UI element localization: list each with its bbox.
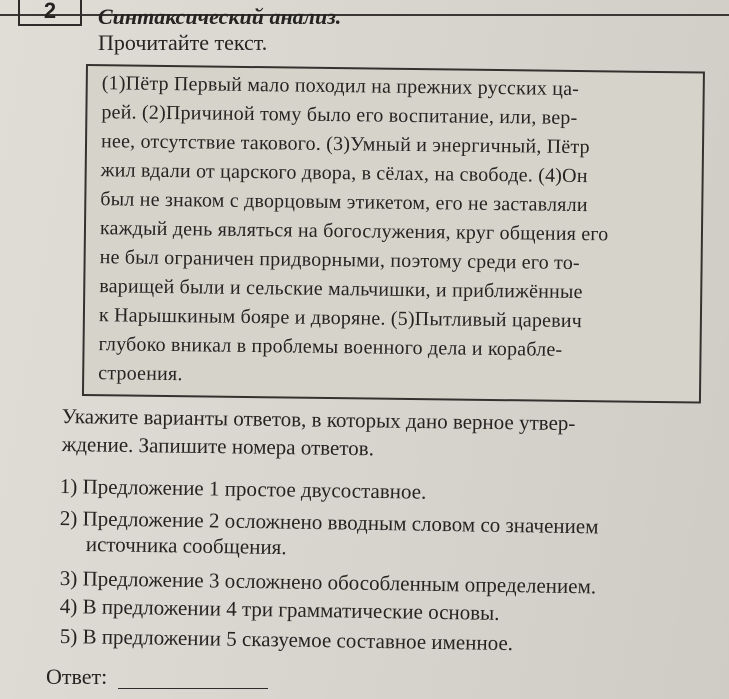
option-4: 4) В предложении 4 три грамматические основы.	[59, 594, 500, 625]
answer-field[interactable]	[118, 688, 268, 689]
option-5: 5) В предложении 5 сказуемое составное именное.	[59, 624, 514, 656]
task-instruction: Прочитайте текст.	[98, 30, 268, 55]
passage-line: (1)Пётр Первый мало походил на прежних русских ца-	[101, 72, 580, 101]
passage-line: строения.	[98, 362, 183, 386]
option-2-continuation: источника сообщения.	[85, 532, 287, 560]
option-2: 2) Предложение 2 осложнено вводным словом со значением	[59, 506, 599, 539]
option-1: 1) Предложение 1 простое двусоставное.	[59, 474, 427, 504]
passage-line: нее, отсутствие такового. (3)Умный и энергичный, Пётр	[100, 130, 590, 159]
question-line: Укажите варианты ответов, в которых дано верное утвер-	[61, 404, 576, 436]
passage-line: рей. (2)Причиной тому было его воспитание, или, вер-	[101, 101, 578, 130]
answer-label: Ответ:	[46, 664, 108, 689]
passage-line: жил вдали от царского двора, в сёлах, на свободе. (4)Он	[100, 159, 588, 188]
question-line: ждение. Запишите номера ответов.	[61, 432, 375, 461]
passage-line: каждый день являться на богослужения, круг общения его	[99, 217, 609, 246]
option-3: 3) Предложение 3 осложнено обособленным определением.	[59, 566, 597, 599]
passage-line: был не знаком с дворцовым этикетом, его не заставляли	[100, 188, 588, 217]
passage-line: к Нарышкиным бояре и дворяне. (5)Пытливый царевич	[98, 304, 583, 333]
passage-line: глубоко вникал в проблемы военного дела и корабле-	[98, 333, 563, 361]
passage-line: не был ограничен придворными, поэтому среди его то-	[99, 246, 581, 275]
passage-line: варищей были и сельские мальчишки, и приближённые	[99, 275, 583, 304]
task-heading: Синтаксический анализ.	[98, 4, 342, 29]
task-number: 2	[18, 0, 82, 26]
passage-box	[82, 64, 705, 404]
